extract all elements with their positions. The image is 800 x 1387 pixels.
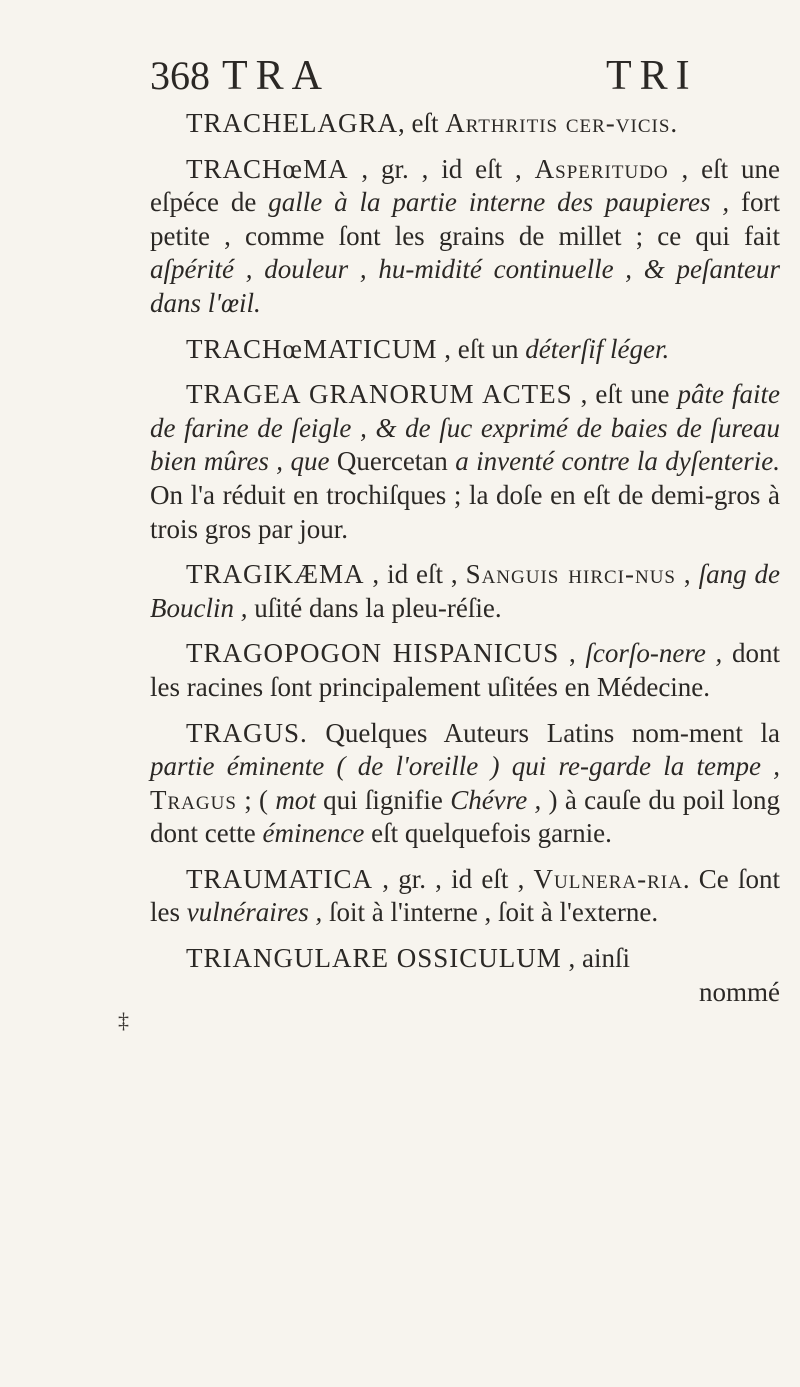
headword: TRACHELAGRA — [186, 108, 398, 138]
headword: TRAGIKÆMA — [186, 559, 365, 590]
entry-trachoematicum: TRACHœMATICUM , eſt un déterſif léger. — [186, 333, 670, 364]
running-head-left: TRA — [222, 53, 330, 99]
headword: TRIANGULARE OSSICULUM — [186, 943, 562, 974]
running-header — [150, 52, 698, 102]
margin-mark: ‡ — [118, 1008, 129, 1033]
running-head-right: TRI — [606, 53, 698, 99]
headword: TRACHœMA — [186, 153, 349, 184]
entry-traumatica: TRAUMATICA , gr. , id eſt , Vulnera-ria. Ce ſont les vulnéraires , ſoit à l'interne , ſoit à l'externe. — [150, 863, 780, 928]
headword: TRAGUS. — [186, 717, 308, 748]
entry-tragopogon: TRAGOPOGON HISPANICUS , ſcorſo-nere , dont les racines ſont principalement uſitées en Médecine. — [150, 638, 781, 702]
entry-tragea: TRAGEA GRANORUM ACTES , eſt une pâte faite de farine de ſeigle , & de ſuc exprimé de baies de ſureau bien mûres , que Quercetan a inventé contre la dyſenterie. On l'a réduit en trochiſques ; la doſe en eſt de demi-gros à trois gros par jour. — [150, 379, 780, 544]
headword: TRAUMATICA — [186, 863, 374, 894]
headword: TRAGEA GRANORUM ACTES — [186, 379, 573, 410]
entry-tragikaema: TRAGIKÆMA , id eſt , Sanguis hirci-nus , ſang de Bouclin , uſité dans la pleu-réſie. — [150, 559, 780, 623]
entry-tragus: TRAGUS. Quelques Auteurs Latins nom-ment la partie éminente ( de l'oreille ) qui re-garde la tempe , Tragus ; ( mot qui ſignifie Chévre , ) à cauſe du poil long dont cette éminence eſt quelquefois garnie. — [150, 717, 781, 849]
headword: TRAGOPOGON HISPANICUS — [186, 638, 560, 669]
entry-trachoema: TRACHœMA , gr. , id eſt , Asperitudo , eſt une eſpéce de galle à la partie interne des paupieres , fort petite , comme ſont les grains de millet ; ce qui fait aſpérité , douleur , hu-midité continuelle , & peſanteur dans l'œil. — [150, 153, 780, 318]
catchword: nommé — [699, 976, 780, 1007]
page-number: 368 — [150, 53, 210, 98]
dictionary-body — [150, 107, 780, 1021]
headword: TRACHœMATICUM — [186, 333, 438, 364]
entry-trachelagra: TRACHELAGRA, eſt Arthritis cer-vicis. — [186, 108, 678, 138]
entry-triangulare: TRIANGULARE OSSICULUM , ainſi nommé — [150, 942, 780, 1009]
